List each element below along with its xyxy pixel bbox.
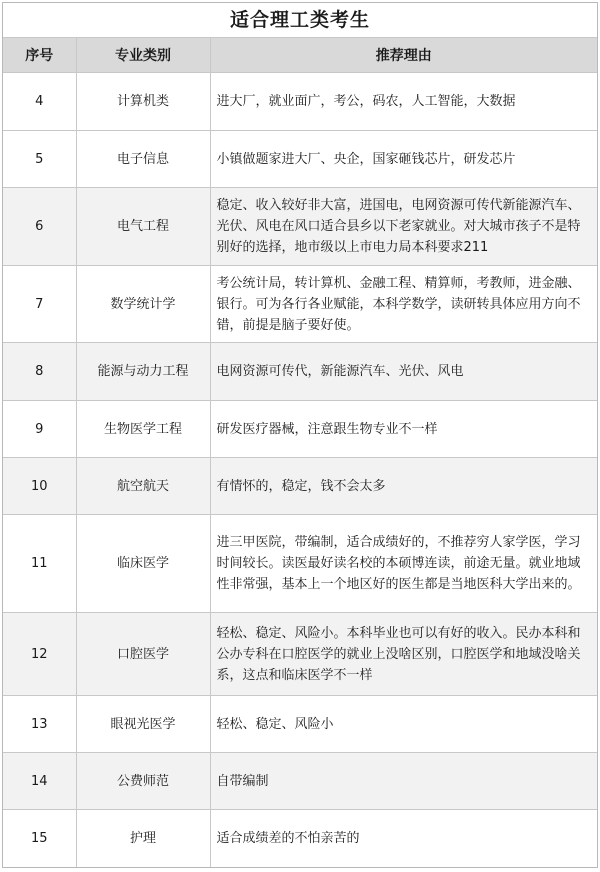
row-category: 生物医学工程: [76, 401, 210, 458]
row-index: 6: [3, 188, 76, 266]
table-row: [3, 458, 597, 515]
row-index: 5: [3, 131, 76, 188]
row-category: 公费师范: [76, 753, 210, 810]
row-category: 眼视光医学: [76, 696, 210, 753]
row-reason: 进大厂，就业面广，考公，码农，人工智能，大数据: [210, 73, 597, 131]
header-reason: 推荐理由: [210, 38, 597, 73]
row-category: 口腔医学: [76, 613, 210, 696]
header-index: 序号: [3, 38, 76, 73]
row-index: 7: [3, 266, 76, 343]
row-index: 4: [3, 73, 76, 131]
row-reason: 考公统计局，转计算机、金融工程、精算师，考教师，进金融、银行。可为各行各业赋能，本科学数学，读研转具体应用方向不错，前提是脑子要好使。: [210, 266, 597, 343]
row-reason: 进三甲医院，带编制，适合成绩好的，不推荐穷人家学医，学习时间较长。读医最好读名校的本硕博连读，前途无量。就业地域性非常强，基本上一个地区好的医生都是当地医科大学出来的。: [210, 515, 597, 613]
row-category: 计算机类: [76, 73, 210, 131]
table-row: [3, 810, 597, 867]
table-row: [3, 696, 597, 753]
row-category: 临床医学: [76, 515, 210, 613]
row-index: 13: [3, 696, 76, 753]
row-reason: 小镇做题家进大厂、央企，国家砸钱芯片，研发芯片: [210, 131, 597, 188]
header-category: 专业类别: [76, 38, 210, 73]
row-reason: 轻松、稳定、风险小。本科毕业也可以有好的收入。民办本科和公办专科在口腔医学的就业上没啥区别，口腔医学和地域没啥关系，这点和临床医学不一样: [210, 613, 597, 696]
row-index: 9: [3, 401, 76, 458]
table-row: [3, 401, 597, 458]
table-row: [3, 131, 597, 188]
row-category: 能源与动力工程: [76, 343, 210, 401]
row-category: 电子信息: [76, 131, 210, 188]
row-index: 14: [3, 753, 76, 810]
row-reason: 稳定、收入较好非大富，进国电，电网资源可传代新能源汽车、光伏、风电在风口适合县乡以下老家就业。对大城市孩子不是特别好的选择，地市级以上市电力局本科要求211: [210, 188, 597, 266]
row-reason: 有情怀的，稳定，钱不会太多: [210, 458, 597, 515]
row-index: 11: [3, 515, 76, 613]
row-reason: 研发医疗器械，注意跟生物专业不一样: [210, 401, 597, 458]
row-index: 8: [3, 343, 76, 401]
table-sheet: [2, 2, 598, 868]
table-row: [3, 515, 597, 613]
table-row: [3, 613, 597, 696]
row-category: 护理: [76, 810, 210, 867]
table-row: [3, 753, 597, 810]
header-row: [3, 38, 597, 73]
table-row: [3, 266, 597, 343]
table-row: [3, 73, 597, 131]
table-row: [3, 343, 597, 401]
row-reason: 自带编制: [210, 753, 597, 810]
row-index: 12: [3, 613, 76, 696]
table-row: [3, 188, 597, 266]
row-category: 数学统计学: [76, 266, 210, 343]
row-index: 10: [3, 458, 76, 515]
row-reason: 适合成绩差的不怕亲苦的: [216, 830, 360, 846]
row-index: 15: [3, 810, 76, 867]
row-category: 航空航天: [76, 458, 210, 515]
table-title: 适合理工类考生: [3, 3, 597, 38]
row-reason: 电网资源可传代，新能源汽车、光伏、风电: [210, 343, 597, 401]
row-category: 电气工程: [76, 188, 210, 266]
major-table: [3, 38, 597, 867]
row-reason: 轻松、稳定、风险小: [210, 696, 597, 753]
